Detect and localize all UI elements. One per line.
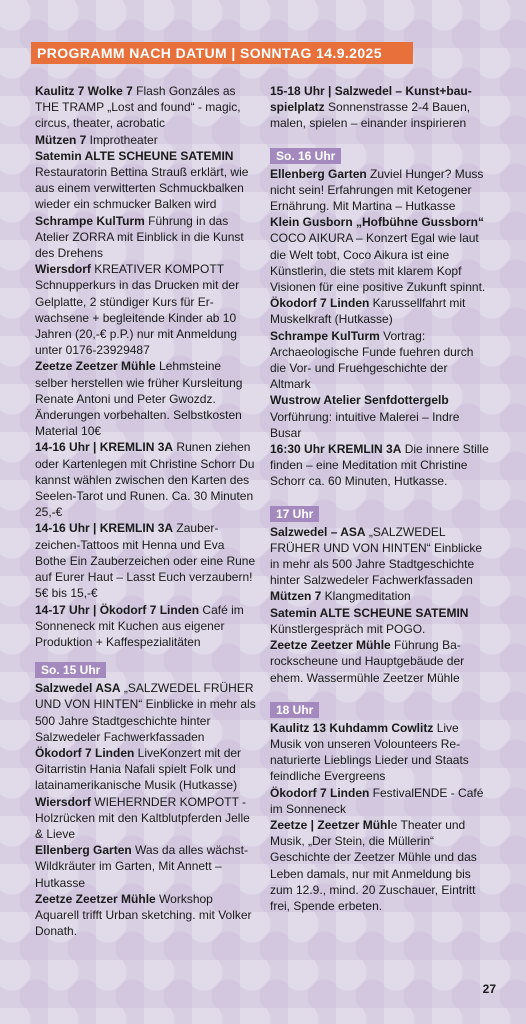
list-item: Wustrow Atelier Senfdottergelb Vorführung: intuitive Malerei – Indre Busar <box>270 393 460 440</box>
list-item: Satemin ALTE SCHEUNE SATEMIN Restauratorin Bettina Strauß erklärt, wie aus einem verwitterten Schmuckbalken wieder ein schmucker Balken wird <box>35 148 249 212</box>
list-item: 14-16 Uhr | KREMLIN 3A Runen ziehen oder Kartenlegen mit Christine Schorr Du kannst wählen zwischen den Karten des Seelen-Tarot und Runen. Ca. 30 Minuten 25,-€ <box>35 440 255 520</box>
list-item: 16:30 Uhr KREMLIN 3A Die innere Stille finden – eine Meditation mit Christine Schorr ca. 60 Minuten, Hutkasse. <box>270 442 489 489</box>
list-item: Salzwedel ASA „SALZWEDEL FRÜHER UND VON HINTEN“ Einblicke in mehr als 500 Jahre Stadtgeschichte hinter Salzwedeler Fachwerkfassaden <box>35 681 256 744</box>
list-item: Ökodorf 7 Linden Karussellfahrt mit Muskelkraft (Hutkasse) <box>270 296 466 327</box>
list-item: Zeetze Zeetzer Mühle Führung Barockscheune und Hauptgebäude der ehem. Wassermühle Zeetzer Mühle <box>270 638 465 685</box>
list-item: 15-18 Uhr | Salzwedel – Kunst+bauspielplatz Sonnenstrasse 2-4 Bauen, malen, spielen – einander inspirieren <box>270 84 472 131</box>
time-badge-17: 17 Uhr <box>270 506 319 522</box>
list-item: Satemin ALTE SCHEUNE SATEMIN Künstlergespräch mit POGO. <box>270 605 469 636</box>
right-column <box>270 83 490 914</box>
list-item: Wiersdorf KREATIVER KOMPOTT Schnupperkurs in das Drucken mit der Gelplatte, 2 stündiger Kurs für Erwachsene + begleitende Kinder ab 10 Jahren (20,-€ p.P.) nur mit Anmeldung unter 0176-23929487 <box>35 262 240 358</box>
entry-list-18-uhr <box>270 720 490 914</box>
entry-list-17-uhr <box>270 524 490 686</box>
left-column <box>35 83 257 939</box>
list-item: Kaulitz 13 Kuhdamm Cowlitz Live Musik von unseren Volounteers Renaturierte Lieblings Lieder und Staats feindliche Evergreens <box>270 720 469 784</box>
list-item: 14-16 Uhr | KREMLIN 3A Zauberzeichen-Tattoos mit Henna und Eva Bothe Ein Zauberzeichen oder eine Rune auf Eurer Haut – Lasst Euch verzaubern! 5€ bis 15,-€ <box>35 521 256 601</box>
time-badge-18: 18 Uhr <box>270 702 319 718</box>
list-item: Ökodorf 7 Linden LiveKonzert mit der Gitarristin Hania Nafali spielt Folk und latainamerikanische Musik (Hutkasse) <box>35 745 242 793</box>
list-item: Wiersdorf WIEHERNDER KOMPOTT - Holzrücken mit den Kaltblutpferden Jelle & Lieve <box>35 794 250 841</box>
entry-list-15-18-uhr <box>270 83 490 132</box>
list-item: Ellenberg Garten Zuviel Hunger? Muss nicht sein! Erfahrungen mit Ketogener Ernährung. Mit Martina – Hutkasse <box>270 166 484 214</box>
list-item: 14-17 Uhr | Ökodorf 7 Linden Café im Sonneneck mit Kuchen aus eigener Produktion + Kaffespezialitäten <box>35 602 244 649</box>
list-item: Zeetze Zeetzer Mühle Workshop Aquarell trifft Urban sketching. mit Volker Donath. <box>35 891 252 939</box>
list-item: Zeetze | Zeetzer Mühle Theater und Musik, „Der Stein, die Müllerin“ Geschichte der Zeetzer Mühle und das Leben damals, nur mit Anmeldung bis zum 12.9., mind. 20 Zuschauer, Eintritt frei, Spende erbeten. <box>270 817 477 913</box>
page-header: PROGRAMM NACH DATUM | SONNTAG 14.9.2025 <box>31 42 413 64</box>
page-number: 27 <box>482 982 496 996</box>
list-item: Zeetze Zeetzer Mühle Lehmsteine selber herstellen wie früher Kursleitung Renate Antoni und Peter Gwozdz. Änderungen vorbehalten. Selbstkosten Material 10€ <box>35 359 243 439</box>
list-item: Kaulitz 7 Wolke 7 Flash Gonzáles as THE TRAMP „Lost and found“ - magic, circus, theater, acrobatic <box>35 84 241 131</box>
list-item: Klein Gusborn „Hofbühne Gussborn“ COCO AIKURA – Konzert Egal wie laut die Welt tobt, Coco Aikura ist eine Künstlerin, die stets mit klarem Kopf Visionen für eine positive Zukunft spinnt. <box>270 215 486 295</box>
list-item: Schrampe KulTurm Führung in das Atelier ZORRA mit Einblick in die Kunst des Drehens <box>35 213 244 261</box>
list-item: Mützen 7 Klangmeditation <box>270 589 411 604</box>
entry-list-sunday-main <box>35 83 257 650</box>
time-badge-16: So. 16 Uhr <box>270 148 341 164</box>
entry-list-15-uhr <box>35 680 257 939</box>
list-item: Mützen 7 Improtheater <box>35 132 158 147</box>
entry-list-16-uhr <box>270 166 490 490</box>
list-item: Schrampe KulTurm Vortrag: Archaeologische Funde fuehren durch die Vor- und Fruehgeschichte der Altmark <box>270 328 474 392</box>
list-item: Salzwedel – ASA „SALZWEDEL FRÜHER UND VON HINTEN“ Einblicke in mehr als 500 Jahre Stadtgeschichte hinter Salzwedeler Fachwerkfassaden <box>270 524 483 588</box>
list-item: Ökodorf 7 Linden FestivalENDE - Café im Sonneneck <box>270 785 484 816</box>
time-badge-15: So. 15 Uhr <box>35 662 106 678</box>
list-item: Ellenberg Garten Was da alles wächst- Wildkräuter im Garten, Mit Annett – Hutkasse <box>35 843 248 890</box>
